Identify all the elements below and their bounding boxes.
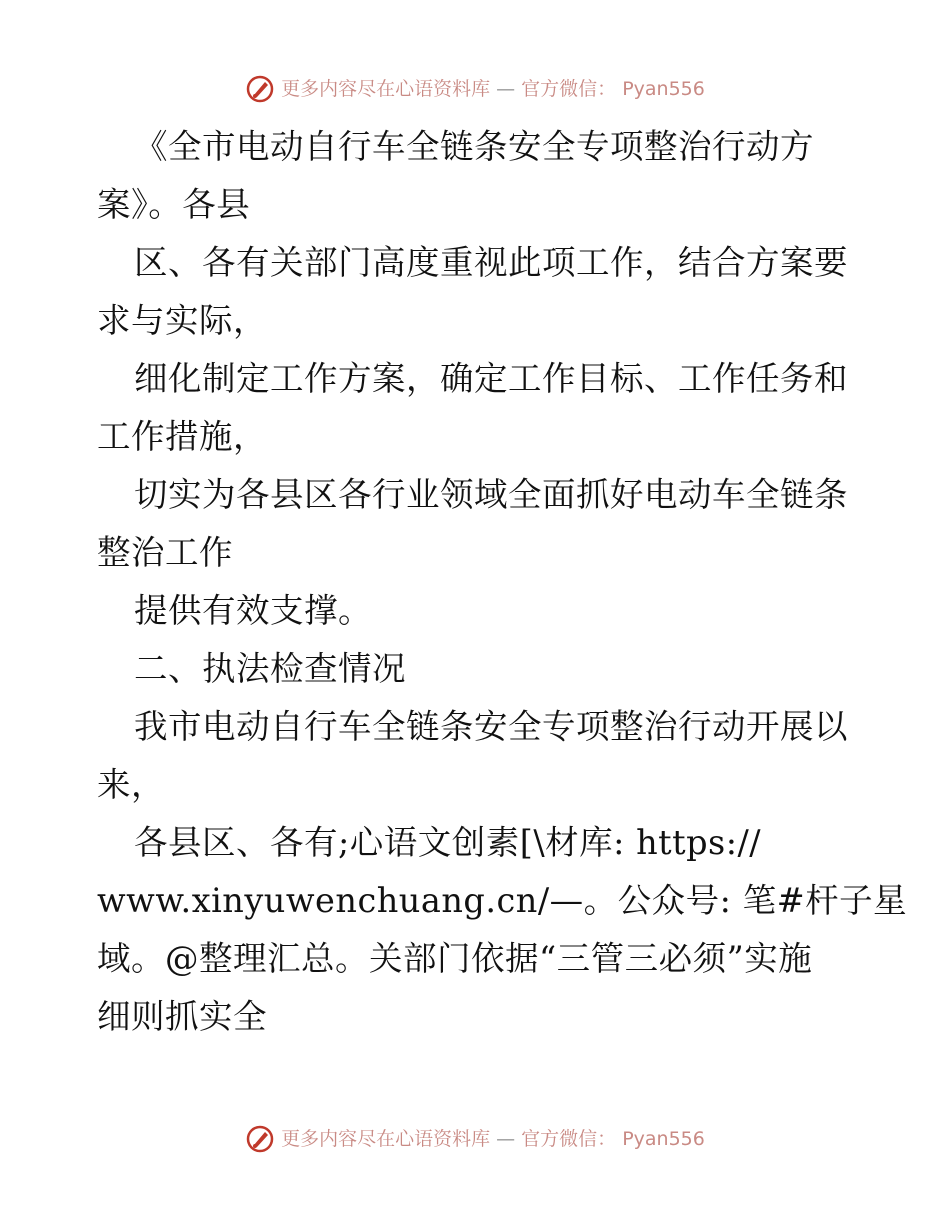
text-line: 求与实际，: [97, 301, 267, 340]
text-line: 来，: [97, 765, 165, 804]
text-line: 我市电动自行车全链条安全专项整治行动开展以: [134, 707, 848, 746]
section-heading: 二、执法检查情况: [134, 649, 406, 688]
watermark-contact-id: Pyan556: [622, 1128, 705, 1150]
text-line: 细则抓实全: [97, 997, 267, 1036]
text-line: 各县区、各有;心语文创素[\材库: https://: [134, 823, 762, 862]
watermark-text: 更多内容尽在心语资料库: [281, 78, 491, 100]
watermark-contact-label: 官方微信：: [521, 1128, 617, 1150]
header-watermark: [0, 74, 950, 104]
text-line: 细化制定工作方案，确定工作目标、工作任务和: [134, 359, 848, 398]
watermark-separator: —: [496, 1128, 516, 1150]
text-line: 《全市电动自行车全链条安全专项整治行动方: [134, 127, 814, 166]
watermark-contact-label: 官方微信：: [521, 78, 617, 100]
text-line: 案》。各县: [97, 185, 251, 224]
text-line: 提供有效支撑。: [134, 591, 372, 630]
text-line: 工作措施，: [97, 417, 267, 456]
text-line: 区、各有关部门高度重视此项工作，结合方案要: [134, 243, 848, 282]
text-line: 切实为各县区各行业领域全面抓好电动车全链条: [134, 475, 848, 514]
pen-logo-icon: [245, 74, 275, 104]
text-line: 整治工作: [97, 533, 233, 572]
text-line: 域。@整理汇总。关部门依据“三管三必须”实施: [97, 939, 813, 978]
text-line: www.xinyuwenchuang.cn/—。公众号: 笔#杆子星: [97, 881, 908, 920]
watermark-text: 更多内容尽在心语资料库: [281, 1128, 491, 1150]
watermark-contact-id: Pyan556: [622, 78, 705, 100]
pen-logo-icon: [245, 1124, 275, 1154]
watermark-separator: —: [496, 78, 516, 100]
document-body: [97, 118, 908, 1046]
footer-watermark: [0, 1124, 950, 1154]
